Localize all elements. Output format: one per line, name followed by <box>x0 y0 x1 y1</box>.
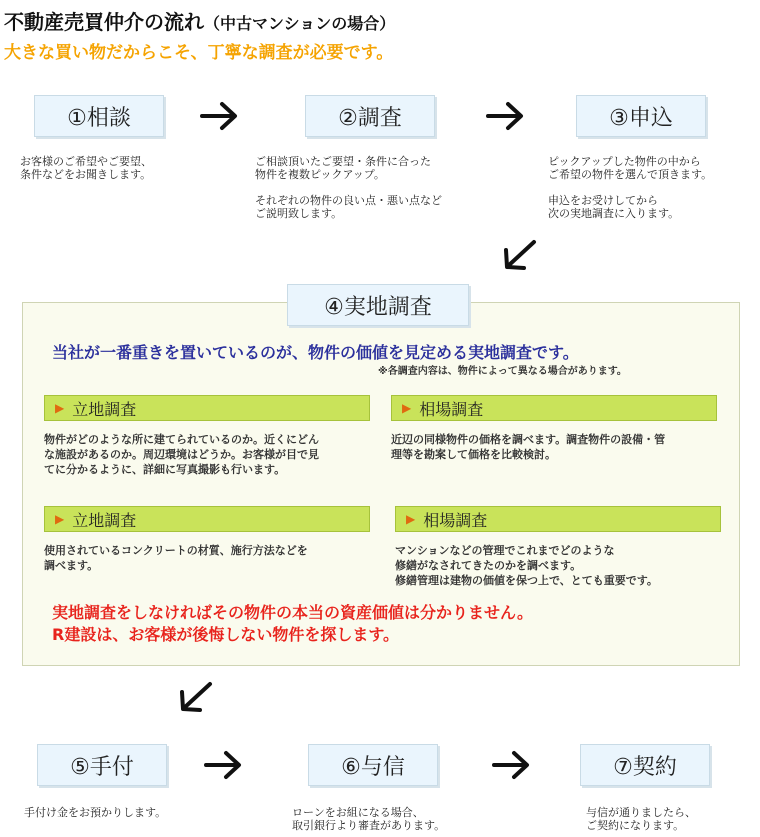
arrow-down-left-icon <box>500 238 540 274</box>
step-research-desc: ご相談頂いたご要望・条件に合った 物件を複数ピックアップ。 それぞれの物件の良い点・悪い点など ご説明致します。 <box>255 155 442 220</box>
arrow-right-icon <box>200 99 240 133</box>
survey-item-market-2 <box>395 506 721 532</box>
step-contract: ⑦契約 <box>580 744 710 786</box>
step-site-survey: ④実地調査 <box>287 284 469 326</box>
triangle-right-icon: ▶ <box>406 512 416 526</box>
page-title-sub: （中古マンションの場合） <box>204 14 396 33</box>
survey-item-desc: 近辺の同様物件の価格を調べます。調査物件の設備・管 理等を勘案して価格を比較検討。 <box>391 433 666 461</box>
survey-item-location-1 <box>44 395 370 421</box>
survey-item-label: 相場調査 <box>423 510 488 530</box>
triangle-right-icon: ▶ <box>402 401 412 415</box>
arrow-down-left-icon <box>176 680 216 716</box>
step-deposit-desc: 手付け金をお預かりします。 <box>24 806 167 819</box>
step-application: ③申込 <box>576 95 706 137</box>
triangle-right-icon: ▶ <box>55 401 65 415</box>
step-consultation-desc: お客様のご希望やご要望、 条件などをお聞きします。 <box>20 155 152 181</box>
survey-item-market-1 <box>391 395 717 421</box>
survey-note: ※各調査内容は、物件によって異なる場合があります。 <box>378 366 627 377</box>
step-deposit: ⑤手付 <box>37 744 167 786</box>
survey-item-desc: 物件がどのような所に建てられているのか。近くにどん な施設があるのか。周辺環境はどうか。お客様が目で見 てに分かるように、詳細に写真撮影も行います。 <box>44 433 319 476</box>
survey-conclusion: 実地調査をしなければその物件の本当の資産価値は分かりません。 R建設は、お客様が後悔しない物件を探します。 <box>52 603 533 644</box>
page-title <box>4 6 395 35</box>
arrow-right-icon <box>486 99 526 133</box>
step-credit: ⑥与信 <box>308 744 438 786</box>
arrow-right-icon <box>492 748 532 782</box>
step-research: ②調査 <box>305 95 435 137</box>
page-subtitle: 大きな買い物だからこそ、丁寧な調査が必要です。 <box>4 43 394 63</box>
step-contract-desc: 与信が通りましたら、 ご契約になります。 <box>586 806 696 832</box>
step-credit-desc: ローンをお組になる場合、 取引銀行より審査があります。 <box>292 806 446 832</box>
survey-item-label: 相場調査 <box>419 399 484 419</box>
survey-item-location-2 <box>44 506 370 532</box>
step-application-desc: ピックアップした物件の中から ご希望の物件を選んで頂きます。 申込をお受けしてから 次の実地調査に入ります。 <box>548 155 713 220</box>
step-consultation: ①相談 <box>34 95 164 137</box>
survey-item-desc: マンションなどの管理でこれまでどのような 修繕がなされてきたのかを調べます。 修繕管理は建物の価値を保つ上で、とても重要です。 <box>395 544 658 587</box>
arrow-right-icon <box>204 748 244 782</box>
survey-item-desc: 使用されているコンクリートの材質、施行方法などを 調べます。 <box>44 544 308 572</box>
survey-lead: 当社が一番重きを置いているのが、物件の価値を見定める実地調査です。 <box>52 343 579 362</box>
survey-item-label: 立地調査 <box>72 399 137 419</box>
page-title-main: 不動産売買仲介の流れ <box>4 10 204 34</box>
survey-item-label: 立地調査 <box>72 510 137 530</box>
triangle-right-icon: ▶ <box>55 512 65 526</box>
